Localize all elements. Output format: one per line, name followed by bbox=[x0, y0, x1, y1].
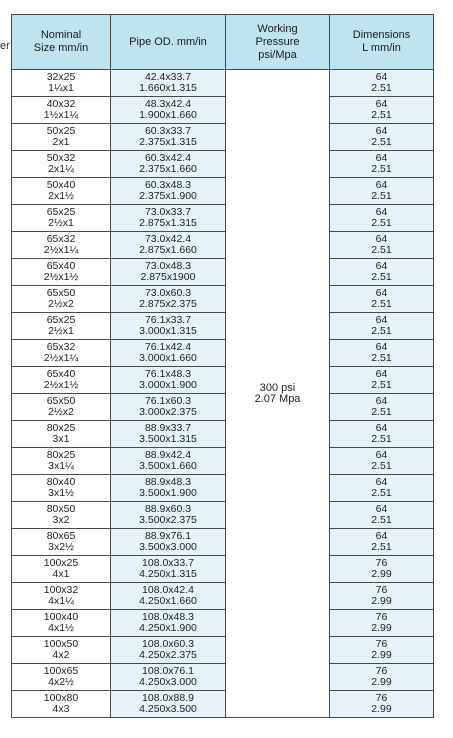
pipe-od-cell: 76.1x33.7 3.000x1.315 bbox=[111, 313, 226, 340]
nominal-size-cell: 65x40 2½x1½ bbox=[12, 259, 111, 286]
pipe-od-cell: 88.9x33.7 3.500x1.315 bbox=[111, 421, 226, 448]
table-row bbox=[12, 394, 434, 421]
pipe-od-cell: 108.0x42.4 4.250x1.660 bbox=[111, 583, 226, 610]
table-header-row bbox=[12, 15, 434, 70]
table-row bbox=[12, 502, 434, 529]
table-row bbox=[12, 529, 434, 556]
pipe-od-cell: 88.9x76.1 3.500x3.000 bbox=[111, 529, 226, 556]
header-nominal-size: Nominal Size mm/in bbox=[12, 15, 111, 70]
nominal-size-cell: 80x25 3x1 bbox=[12, 421, 111, 448]
table-row bbox=[12, 367, 434, 394]
pipe-od-cell: 108.0x60.3 4.250x2.375 bbox=[111, 637, 226, 664]
table-row bbox=[12, 637, 434, 664]
table-row bbox=[12, 313, 434, 340]
dimension-l-cell: 64 2.51 bbox=[330, 448, 434, 475]
header-working-pressure: Working Pressure psi/Mpa bbox=[226, 15, 330, 70]
table-row bbox=[12, 232, 434, 259]
truncated-column-label: er bbox=[0, 40, 10, 52]
nominal-size-cell: 100x25 4x1 bbox=[12, 556, 111, 583]
table-row bbox=[12, 205, 434, 232]
table-row bbox=[12, 691, 434, 718]
pipe-od-cell: 76.1x60.3 3.000x2.375 bbox=[111, 394, 226, 421]
pipe-od-cell: 60.3x42.4 2.375x1.660 bbox=[111, 151, 226, 178]
dimension-l-cell: 64 2.51 bbox=[330, 70, 434, 97]
dimension-l-cell: 64 2.51 bbox=[330, 475, 434, 502]
dimension-l-cell: 64 2.51 bbox=[330, 367, 434, 394]
dimension-l-cell: 64 2.51 bbox=[330, 232, 434, 259]
dimension-l-cell: 76 2.99 bbox=[330, 637, 434, 664]
pipe-od-cell: 73.0x42.4 2.875x1.660 bbox=[111, 232, 226, 259]
pipe-od-cell: 73.0x60.3 2.875x2.375 bbox=[111, 286, 226, 313]
nominal-size-cell: 65x32 2½x1¼ bbox=[12, 340, 111, 367]
table-row bbox=[12, 286, 434, 313]
nominal-size-cell: 65x50 2½x2 bbox=[12, 286, 111, 313]
pipe-od-cell: 108.0x48.3 4.250x1.900 bbox=[111, 610, 226, 637]
header-pipe-od: Pipe OD. mm/in bbox=[111, 15, 226, 70]
nominal-size-cell: 65x25 2½x1 bbox=[12, 313, 111, 340]
pipe-od-cell: 60.3x33.7 2.375x1.315 bbox=[111, 124, 226, 151]
nominal-size-cell: 32x25 1¼x1 bbox=[12, 70, 111, 97]
dimension-l-cell: 64 2.51 bbox=[330, 259, 434, 286]
dimension-l-cell: 64 2.51 bbox=[330, 124, 434, 151]
nominal-size-cell: 100x65 4x2½ bbox=[12, 664, 111, 691]
pipe-od-cell: 42.4x33.7 1.660x1.315 bbox=[111, 70, 226, 97]
dimension-l-cell: 64 2.51 bbox=[330, 394, 434, 421]
nominal-size-cell: 100x40 4x1½ bbox=[12, 610, 111, 637]
pipe-od-cell: 73.0x48.3 2.875x1900 bbox=[111, 259, 226, 286]
table-row bbox=[12, 259, 434, 286]
dimension-l-cell: 64 2.51 bbox=[330, 313, 434, 340]
pipe-od-cell: 60.3x48.3 2.375x1.900 bbox=[111, 178, 226, 205]
pipe-od-cell: 108.0x33.7 4.250x1.315 bbox=[111, 556, 226, 583]
nominal-size-cell: 100x32 4x1¼ bbox=[12, 583, 111, 610]
pipe-od-cell: 48.3x42.4 1.900x1.660 bbox=[111, 97, 226, 124]
table-row bbox=[12, 70, 434, 97]
table-row bbox=[12, 340, 434, 367]
pipe-od-cell: 88.9x42.4 3.500x1.660 bbox=[111, 448, 226, 475]
table-row bbox=[12, 664, 434, 691]
pipe-od-cell: 76.1x42.4 3.000x1.660 bbox=[111, 340, 226, 367]
nominal-size-cell: 80x50 3x2 bbox=[12, 502, 111, 529]
nominal-size-cell: 100x50 4x2 bbox=[12, 637, 111, 664]
pipe-od-cell: 76.1x48.3 3.000x1.900 bbox=[111, 367, 226, 394]
dimension-l-cell: 64 2.51 bbox=[330, 340, 434, 367]
table-row bbox=[12, 97, 434, 124]
dimension-l-cell: 76 2.99 bbox=[330, 583, 434, 610]
table-body bbox=[12, 70, 434, 718]
nominal-size-cell: 50x25 2x1 bbox=[12, 124, 111, 151]
nominal-size-cell: 80x40 3x1½ bbox=[12, 475, 111, 502]
table-row bbox=[12, 583, 434, 610]
reducer-dimension-table bbox=[11, 14, 434, 718]
pipe-od-cell: 88.9x60.3 3.500x2.375 bbox=[111, 502, 226, 529]
table-row bbox=[12, 556, 434, 583]
working-pressure-cell: 300 psi 2.07 Mpa bbox=[226, 70, 330, 718]
dimension-l-cell: 64 2.51 bbox=[330, 286, 434, 313]
dimension-l-cell: 64 2.51 bbox=[330, 502, 434, 529]
header-dimensions: Dimensions L mm/in bbox=[330, 15, 434, 70]
table-row bbox=[12, 475, 434, 502]
dimension-l-cell: 64 2.51 bbox=[330, 421, 434, 448]
pipe-od-cell: 73.0x33.7 2.875x1.315 bbox=[111, 205, 226, 232]
nominal-size-cell: 65x32 2½x1¼ bbox=[12, 232, 111, 259]
table-row bbox=[12, 151, 434, 178]
dimension-l-cell: 64 2.51 bbox=[330, 178, 434, 205]
nominal-size-cell: 100x80 4x3 bbox=[12, 691, 111, 718]
table-row bbox=[12, 178, 434, 205]
table-row bbox=[12, 124, 434, 151]
pipe-od-cell: 88.9x48.3 3.500x1.900 bbox=[111, 475, 226, 502]
nominal-size-cell: 50x32 2x1¼ bbox=[12, 151, 111, 178]
nominal-size-cell: 50x40 2x1½ bbox=[12, 178, 111, 205]
nominal-size-cell: 65x25 2½x1 bbox=[12, 205, 111, 232]
dimension-l-cell: 64 2.51 bbox=[330, 97, 434, 124]
table-row bbox=[12, 448, 434, 475]
nominal-size-cell: 65x40 2½x1½ bbox=[12, 367, 111, 394]
nominal-size-cell: 80x25 3x1¼ bbox=[12, 448, 111, 475]
pipe-od-cell: 108.0x88.9 4.250x3.500 bbox=[111, 691, 226, 718]
dimension-l-cell: 76 2.99 bbox=[330, 664, 434, 691]
table-row bbox=[12, 610, 434, 637]
dimension-l-cell: 64 2.51 bbox=[330, 205, 434, 232]
nominal-size-cell: 80x65 3x2½ bbox=[12, 529, 111, 556]
nominal-size-cell: 65x50 2½x2 bbox=[12, 394, 111, 421]
dimension-l-cell: 64 2.51 bbox=[330, 151, 434, 178]
nominal-size-cell: 40x32 1½x1¼ bbox=[12, 97, 111, 124]
dimension-l-cell: 76 2.99 bbox=[330, 610, 434, 637]
table-row bbox=[12, 421, 434, 448]
dimension-l-cell: 64 2.51 bbox=[330, 529, 434, 556]
dimension-l-cell: 76 2.99 bbox=[330, 556, 434, 583]
pipe-od-cell: 108.0x76.1 4.250x3.000 bbox=[111, 664, 226, 691]
dimension-l-cell: 76 2.99 bbox=[330, 691, 434, 718]
